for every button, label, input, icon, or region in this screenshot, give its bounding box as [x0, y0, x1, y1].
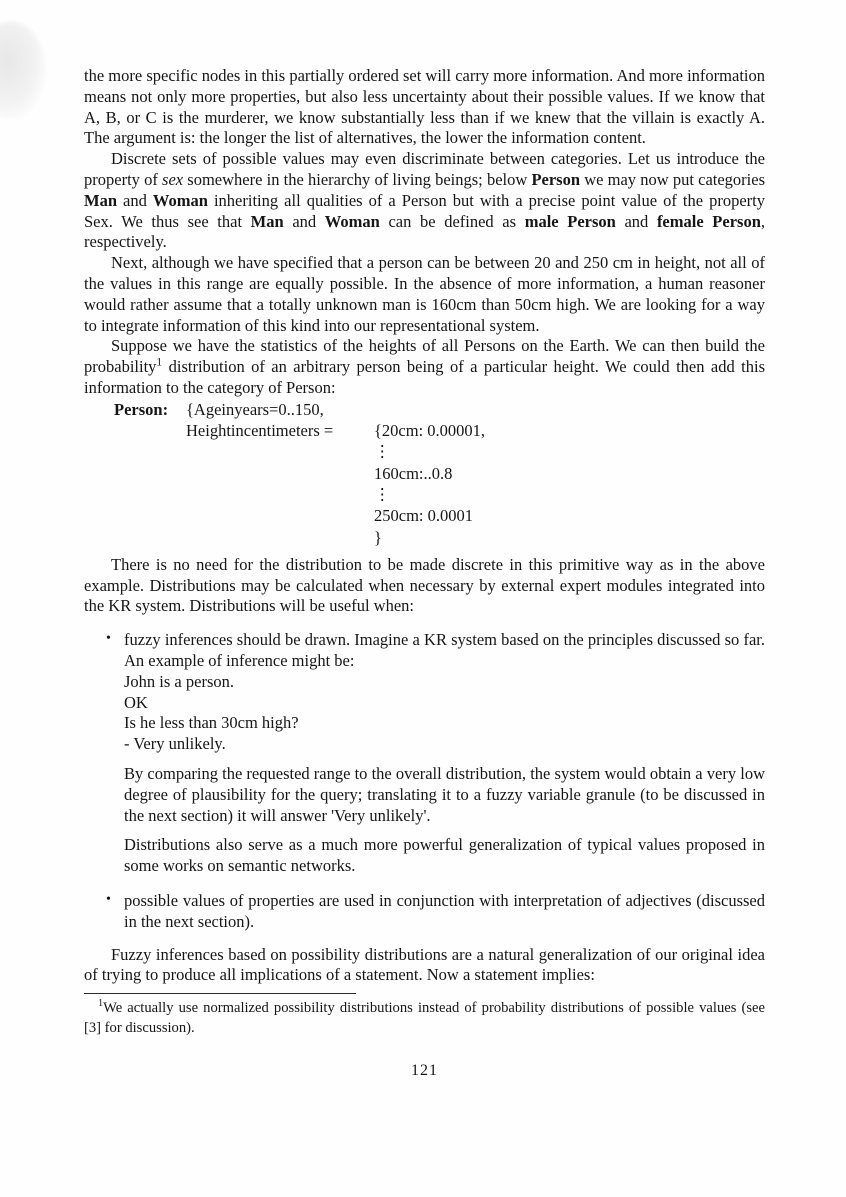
page-number: 121: [411, 1062, 438, 1080]
person-block-row: [114, 527, 765, 548]
bullet1-para-comparing: By comparing the requested range to the overall distribution, the system would obtain a very low degree of plausibility for the query; translating it to a fuzzy variable granule (to be discussed in the next section) it will answer 'Very unlikely'.: [124, 764, 765, 825]
bullet1-para-distributions: Distributions also serve as a much more powerful generalization of typical values proposed in some works on semantic networks.: [124, 835, 765, 876]
age-attribute: {Ageinyears=0..150,: [186, 399, 324, 419]
list-item-possible-values: [84, 891, 765, 933]
person-block-row: [114, 441, 765, 462]
paragraph-fuzzy-generalization: Fuzzy inferences based on possibility distributions are a natural generalization of our original idea of trying to produce all implications of a statement. Now a statement implies:: [84, 944, 765, 985]
paragraph-information-content: the more specific nodes in this partially ordered set will carry more information. And more information means not only more properties, but also less uncertainty about their possible values. If we know that A, B, or C is the murderer, we know substantially less than if we knew that the villain is exactly A. The argument is: the longer the list of alternatives, the lower the information content.: [84, 66, 765, 148]
paragraph-probability-distribution: Suppose we have the statistics of the heights of all Persons on the Earth. We can then build the probability$^1$ distribution of an arbitrary person being of a particular height. We could then add this information to the category of Person:: [84, 336, 765, 397]
paragraph-height-range: Next, although we have specified that a person can be between 20 and 250 cm in height, not all of the values in this range are equally possible. In the absence of more information, a human reasoner would rather assume that a totally unknown man is 160cm than 50cm high. We are looking for a way to integrate information of this kind into our representational system.: [84, 253, 765, 335]
height-value-160cm: 160cm:..0.8: [374, 463, 453, 483]
scan-artifact: [0, 22, 46, 118]
person-definition-block: [114, 399, 765, 548]
bullet-list: [84, 630, 765, 932]
bullet2-text: possible values of properties are used in conjunction with interpretation of adjectives (discussed in the next section).: [124, 890, 765, 931]
height-value-20cm: {20cm: 0.00001,: [374, 421, 486, 441]
footnote: [84, 999, 765, 1038]
dialog-line: OK: [124, 692, 148, 712]
dialog-line: Is he less than 30cm high?: [124, 713, 299, 733]
person-block-row: [114, 399, 765, 420]
person-block-row: [114, 420, 765, 441]
vertical-ellipsis: ⋮: [374, 484, 391, 504]
bullet-marker: •: [106, 631, 111, 647]
footnote-text: We actually use normalized possibility distributions instead of probability distributions of possible values (see [3] for discussion).: [84, 1000, 765, 1036]
bullet1-intro: fuzzy inferences should be drawn. Imagine a KR system based on the principles discussed so far. An example of inference might be:: [124, 630, 765, 671]
person-block-row: [114, 463, 765, 484]
closing-brace: }: [374, 527, 382, 547]
paragraph-discrete-sets: Discrete sets of possible values may even discriminate between categories. Let us introduce the property of sex somewhere in the hierarchy of living beings; below Person we may now put categories Man and Woman inheriting all qualities of a Person but with a precise point value of the property Sex. We thus see that Man and Woman can be defined as male Person and female Person, respectively.: [84, 149, 765, 252]
person-block-row: [114, 484, 765, 505]
page-text-column: [84, 66, 765, 1080]
dialog-line: - Very unlikely.: [124, 734, 226, 754]
dialog-line: John is a person.: [124, 671, 234, 691]
height-value-250cm: 250cm: 0.0001: [374, 506, 473, 526]
bullet-marker: •: [106, 891, 111, 907]
person-block-row: [114, 505, 765, 526]
paragraph-no-need-discrete: There is no need for the distribution to be made discrete in this primitive way as in the above example. Distributions may be calculated when necessary by external expert modules integrated into the KR system. Distributions will be useful when:: [84, 554, 765, 616]
list-item-fuzzy-inferences: [84, 630, 765, 877]
vertical-ellipsis: ⋮: [374, 442, 391, 462]
inference-dialog: [124, 672, 765, 755]
person-label: Person:: [114, 399, 169, 419]
footnote-marker: 1: [98, 998, 104, 1010]
height-attribute: Heightincentimeters =: [186, 421, 334, 441]
footnote-rule: [84, 993, 356, 994]
